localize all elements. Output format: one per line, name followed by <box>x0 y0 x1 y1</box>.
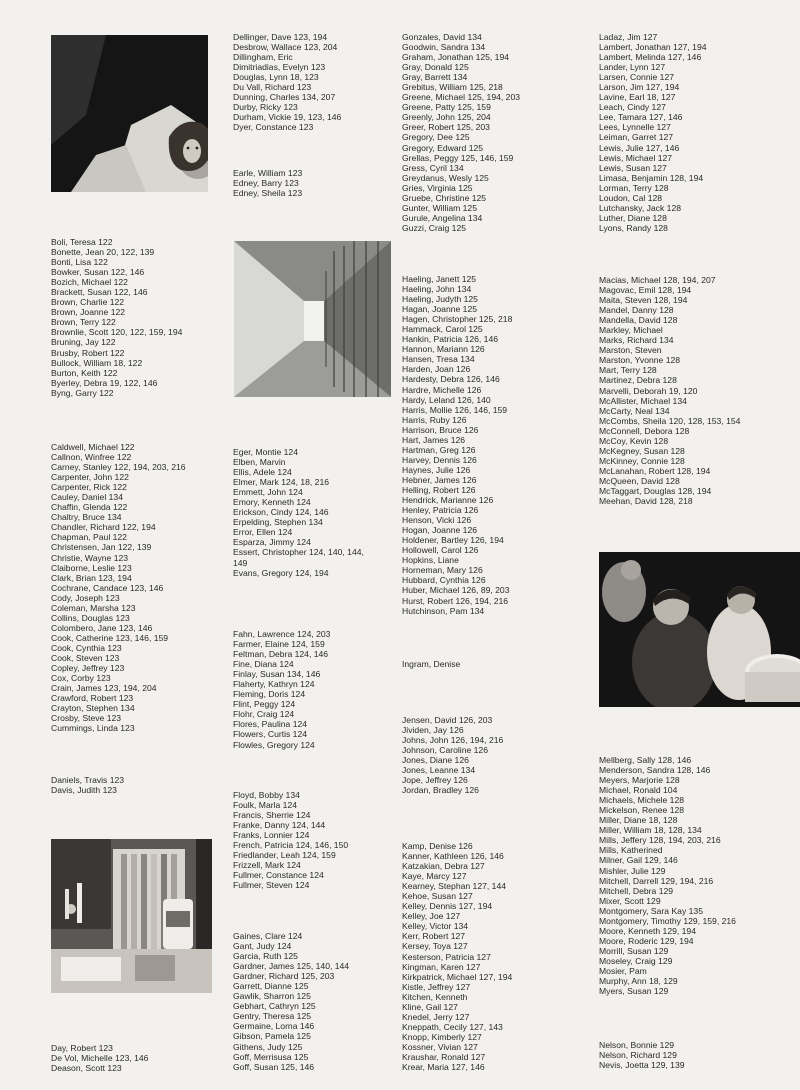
index-entry: Kerr, Robert 127 <box>402 931 466 942</box>
index-entry: Hammack, Carol 125 <box>402 324 483 335</box>
index-entry: Daniels, Travis 123 <box>51 775 125 785</box>
index-entry: Mellberg, Sally 128, 146 <box>599 755 692 765</box>
index-entry: Moore, Roderic 129, 194 <box>599 935 694 946</box>
index-entry: Lavine, Earl 18, 127 <box>599 92 676 103</box>
index-entry: Colombero, Jane 123, 146 <box>51 622 153 633</box>
index-entry: Kesterson, Patricia 127 <box>402 951 491 962</box>
index-entry: Haeling, Judyth 125 <box>402 294 478 305</box>
index-entry: Harrison, Bruce 126 <box>402 424 479 435</box>
index-entry: Fahn, Lawrence 124, 203 <box>233 629 331 639</box>
index-entry: Martinez, Debra 128 <box>599 375 677 386</box>
index-entry: Kraushar, Ronald 127 <box>402 1051 486 1062</box>
index-entry: Fullmer, Constance 124 <box>233 870 324 881</box>
index-entry: Luther, Diane 128 <box>599 212 667 223</box>
index-entry: Cook, Catherine 123, 146, 159 <box>51 632 169 643</box>
index-entry: McLanahan, Robert 128, 194 <box>599 465 711 476</box>
index-entry: Kehoe, Susan 127 <box>402 891 473 902</box>
index-entry: Brusby, Robert 122 <box>51 347 125 358</box>
index-entry: Hardre, Michelle 126 <box>402 384 482 395</box>
index-entry: Garcia, Ruth 125 <box>233 951 298 962</box>
index-entry: Kelley, Joe 127 <box>402 911 461 922</box>
photo-girl-portrait <box>51 35 208 192</box>
index-entry: Cody, Joseph 123 <box>51 592 120 603</box>
index-entry: Grebitus, William 125, 218 <box>402 82 503 93</box>
index-entry: Brown, Charlie 122 <box>51 297 125 308</box>
index-entry: Cummings, Linda 123 <box>51 723 135 734</box>
index-entry: Dellinger, Dave 123, 194 <box>233 32 328 42</box>
index-entry: Gress, Cyril 134 <box>402 162 464 173</box>
index-entry: Greene, Michael 125, 194, 203 <box>402 92 521 103</box>
index-entry: Hubbard, Cynthia 126 <box>402 575 486 586</box>
index-entry: Jividen, Jay 126 <box>402 725 464 736</box>
index-entry: Dyer, Constance 123 <box>233 122 314 133</box>
index-entry: Haynes, Julie 126 <box>402 464 471 475</box>
index-entry: Christie, Wayne 123 <box>51 552 129 563</box>
index-entry: Essert, Christopher 124, 140, 144, <box>233 547 364 558</box>
photo-desk-still-life <box>51 839 212 993</box>
index-entry: Kitchen, Kenneth <box>402 991 468 1002</box>
index-entry: Mixer, Scott 129 <box>599 895 661 906</box>
index-entry: Kistle, Jeffrey 127 <box>402 981 471 992</box>
index-entry: Kirkpatrick, Michael 127, 194 <box>402 971 513 982</box>
index-entry: Hankin, Patricia 126, 146 <box>402 334 499 345</box>
index-entry: Esparza, Jimmy 124 <box>233 537 311 548</box>
index-entry: Lewis, Julie 127, 146 <box>599 142 680 153</box>
index-entry: Greer, Robert 125, 203 <box>402 122 490 133</box>
index-entry: Haeling, John 134 <box>402 284 472 295</box>
index-entry: Magovac, Emil 128, 194 <box>599 285 692 296</box>
index-entry: Larsen, Connie 127 <box>599 72 675 83</box>
index-entry: Kelley, Dennis 127, 194 <box>402 901 493 912</box>
index-entry: Moseley, Craig 129 <box>599 955 673 966</box>
index-entry: Boli, Teresa 122 <box>51 237 113 247</box>
index-entry: Knopp, Kimberly 127 <box>402 1031 482 1042</box>
index-entry: Markley, Michael <box>599 325 663 336</box>
index-entry: Erickson, Cindy 124, 146 <box>233 507 329 518</box>
index-entry: Leiman, Garret 127 <box>599 132 674 143</box>
index-entry: Mosier, Pam <box>599 965 647 976</box>
index-entry: Germaine, Lorna 146 <box>233 1021 315 1032</box>
index-entry: Brown, Terry 122 <box>51 317 116 328</box>
index-entry: Gurule, Angelina 134 <box>402 212 483 223</box>
index-entry: Marks, Richard 134 <box>599 335 674 346</box>
index-entry: Marston, Yvonne 128 <box>599 355 681 366</box>
index-entry: Lewis, Susan 127 <box>599 162 667 173</box>
index-entry: Harvey, Dennis 126 <box>402 454 477 465</box>
index-entry: Fullmer, Steven 124 <box>233 880 310 891</box>
index-entry: Crayton, Stephen 134 <box>51 703 135 714</box>
index-entry: Hutchinson, Pam 134 <box>402 605 485 616</box>
index-entry: Gibson, Pamela 125 <box>233 1031 311 1042</box>
index-entry: Feltman, Debra 124, 146 <box>233 649 329 660</box>
index-entry: Deason, Scott 123 <box>51 1063 122 1074</box>
index-entry: Gregory, Dee 125 <box>402 132 470 143</box>
index-block-b <box>51 237 226 398</box>
index-entry: Brownlie, Scott 120, 122, 159, 194 <box>51 327 183 338</box>
index-entry: Graham, Jonathan 125, 194 <box>402 52 510 63</box>
index-block-g <box>233 931 403 1072</box>
index-entry: Michaels, Michele 128 <box>599 795 685 806</box>
index-entry: Brown, Joanne 122 <box>51 307 126 318</box>
index-entry: Hardy, Leland 126, 140 <box>402 394 491 405</box>
index-entry: Jope, Jeffrey 126 <box>402 775 468 786</box>
index-entry: Dimitriadias, Evelyn 123 <box>233 62 326 73</box>
index-block-i <box>402 659 594 669</box>
index-entry: Foulk, Marla 124 <box>233 800 298 811</box>
index-entry: Copley, Jeffrey 123 <box>51 663 125 674</box>
index-entry: Bonti, Lisa 122 <box>51 257 108 268</box>
index-entry: McKinney, Connie 128 <box>599 455 685 466</box>
index-entry: Kanner, Kathleen 126, 146 <box>402 851 504 862</box>
index-entry: Hagen, Christopher 125, 218 <box>402 314 513 325</box>
index-entry: Krear, Maria 127, 146 <box>402 1062 485 1073</box>
index-entry: Floyd, Bobby 134 <box>233 790 300 800</box>
index-entry: Lyons, Randy 128 <box>599 222 668 233</box>
index-block-c <box>51 442 226 733</box>
index-entry: Kamp, Denise 126 <box>402 841 473 851</box>
index-entry: Flohr, Craig 124 <box>233 709 295 720</box>
index-entry: Gawlik, Sharron 125 <box>233 991 311 1002</box>
index-entry: Henson, Vicki 126 <box>402 515 472 526</box>
index-entry: Ingram, Denise <box>402 659 461 669</box>
index-entry: Ellis, Adele 124 <box>233 467 292 478</box>
index-entry: Miller, Diane 18, 128 <box>599 815 678 826</box>
index-entry: Durham, Vickie 19, 123, 146 <box>233 112 342 123</box>
index-entry: Kline, Gail 127 <box>402 1001 458 1012</box>
index-entry: Gries, Virginia 125 <box>402 182 473 193</box>
index-entry: Montgomery, Timothy 129, 159, 216 <box>599 915 736 926</box>
index-entry: Lander, Lynn 127 <box>599 62 666 73</box>
index-entry: Crawford, Robert 123 <box>51 693 134 704</box>
index-entry: Edney, Barry 123 <box>233 178 299 189</box>
index-entry: Bowker, Susan 122, 146 <box>51 267 145 278</box>
index-entry: Carney, Stanley 122, 194, 203, 216 <box>51 462 186 473</box>
index-entry: Cauley, Daniel 134 <box>51 492 123 503</box>
index-entry: Jordan, Bradley 126 <box>402 785 479 796</box>
index-entry: Lambert, Melinda 127, 146 <box>599 52 702 63</box>
index-entry: Mitchell, Debra 129 <box>599 885 674 896</box>
index-entry: Bozich, Michael 122 <box>51 277 128 288</box>
index-entry: Farmer, Elaine 124, 159 <box>233 639 325 650</box>
index-entry: Loudon, Cal 128 <box>599 192 663 203</box>
index-entry: Caldwell, Michael 122 <box>51 442 135 452</box>
index-entry: Hansen, Tresa 134 <box>402 354 475 365</box>
index-entry: Lewis, Michael 127 <box>599 152 673 163</box>
index-entry: Carpenter, Rick 122 <box>51 482 127 493</box>
index-entry: Gaines, Clare 124 <box>233 931 303 941</box>
index-entry: Byng, Garry 122 <box>51 387 114 398</box>
index-entry: Henley, Patricia 126 <box>402 505 479 516</box>
index-entry: Katzakian, Debra 127 <box>402 861 485 872</box>
index-entry: Goff, Merrisusa 125 <box>233 1051 309 1062</box>
index-entry: Hendrick, Marianne 126 <box>402 495 494 506</box>
index-entry: Kaye, Marcy 127 <box>402 871 467 882</box>
index-entry: Chaltry, Bruce 134 <box>51 512 122 523</box>
index-entry: Christensen, Jan 122, 139 <box>51 542 152 553</box>
index-entry: Mishler, Julie 129 <box>599 865 666 876</box>
index-entry: Emmett, John 124 <box>233 487 303 498</box>
index-entry: Gruebe, Christine 125 <box>402 192 487 203</box>
index-entry: Chapman, Paul 122 <box>51 532 127 543</box>
index-entry: Macias, Michael 128, 194, 207 <box>599 275 716 285</box>
index-entry: Lorman, Terry 128 <box>599 182 669 193</box>
index-entry: Flowles, Gregory 124 <box>233 739 315 750</box>
index-entry: Frizzell, Mark 124 <box>233 860 301 871</box>
index-entry: Kossner, Vivian 127 <box>402 1041 478 1052</box>
index-block-d <box>51 775 226 795</box>
index-entry: McAllister, Michael 134 <box>599 395 687 406</box>
index-entry: Lambert, Jonathan 127, 194 <box>599 42 707 53</box>
index-entry: Gonzales, David 134 <box>402 32 482 42</box>
index-entry: Knedel, Jerry 127 <box>402 1011 470 1022</box>
index-entry: Chandler, Richard 122, 194 <box>51 522 156 533</box>
index-entry: Callnon, Winfree 122 <box>51 452 132 463</box>
index-entry: Gebhart, Cathryn 125 <box>233 1001 316 1012</box>
index-entry: Hurst, Robert 126, 194, 216 <box>402 595 509 606</box>
index-entry: Gant, Judy 124 <box>233 941 292 952</box>
index-entry: Carpenter, John 122 <box>51 472 129 483</box>
index-entry: Error, Ellen 124 <box>233 527 293 538</box>
index-block-l <box>599 32 794 233</box>
index-entry: Montgomery, Sara Kay 135 <box>599 905 703 916</box>
index-entry: Flores, Paulina 124 <box>233 719 308 730</box>
index-entry: Hollowell, Carol 126 <box>402 545 479 556</box>
index-entry: Hartman, Greg 126 <box>402 444 476 455</box>
index-entry: Lutchansky, Jack 128 <box>599 202 682 213</box>
index-entry: Miller, William 18, 128, 134 <box>599 825 702 836</box>
index-entry: De Vol, Michelle 123, 146 <box>51 1053 149 1064</box>
index-entry: Clark, Brian 123, 194 <box>51 572 132 583</box>
index-entry: Desbrow, Wallace 123, 204 <box>233 42 338 53</box>
index-entry: Fleming, Doris 124 <box>233 689 306 700</box>
index-entry: Jones, Diane 126 <box>402 755 469 766</box>
index-block-m-cont <box>599 755 794 996</box>
index-entry: McTaggart, Douglas 128, 194 <box>599 485 712 496</box>
index-entry: Collins, Douglas 123 <box>51 612 130 623</box>
index-entry: Harris, Mollie 126, 146, 159 <box>402 404 508 415</box>
index-entry: Myers, Susan 129 <box>599 986 669 997</box>
index-block-k <box>402 841 594 1072</box>
index-entry: Guzzi, Craig 125 <box>402 222 467 233</box>
index-entry: Franks, Lonnier 124 <box>233 830 310 841</box>
index-entry: McCarty, Neal 134 <box>599 405 670 416</box>
index-entry: Gardner, James 125, 140, 144 <box>233 961 350 972</box>
index-entry: Elben, Marvin <box>233 457 286 468</box>
index-entry: Mandella, David 128 <box>599 315 678 326</box>
index-entry: Brackett, Susan 122, 146 <box>51 287 148 298</box>
index-entry: Haeling, Janett 125 <box>402 274 477 284</box>
index-entry: Kingman, Karen 127 <box>402 961 481 972</box>
index-entry: Meyers, Marjorie 128 <box>599 775 680 786</box>
index-entry: McCoy, Kevin 128 <box>599 435 669 446</box>
index-entry: Finlay, Susan 134, 146 <box>233 669 321 680</box>
index-entry: Harden, Joan 126 <box>402 364 471 375</box>
index-entry: Flowers, Curtis 124 <box>233 729 308 740</box>
index-entry: Limasa, Benjamin 128, 194 <box>599 172 704 183</box>
index-entry: Morrill, Susan 129 <box>599 945 669 956</box>
index-entry: Johns, John 126, 194, 216 <box>402 735 504 746</box>
index-entry: Gentry, Theresa 125 <box>233 1011 312 1022</box>
index-entry: Hopkins, Liane <box>402 555 459 566</box>
index-entry: Hebner, James 126 <box>402 474 477 485</box>
index-entry: Horneman, Mary 126 <box>402 565 483 576</box>
index-entry: Burton, Keith 122 <box>51 367 118 378</box>
index-entry: Davis, Judith 123 <box>51 785 117 796</box>
index-entry: McConnell, Debora 128 <box>599 425 690 436</box>
index-entry: Du Vall, Richard 123 <box>233 82 312 93</box>
index-entry: Evans, Gregory 124, 194 <box>233 567 329 578</box>
index-entry: Douglas, Lynn 18, 123 <box>233 72 319 83</box>
index-block-j <box>402 715 594 795</box>
index-entry: Cook, Cynthia 123 <box>51 642 122 653</box>
index-entry: Helling, Robert 126 <box>402 484 476 495</box>
index-entry: Huber, Michael 126, 89, 203 <box>402 585 510 596</box>
index-entry: Lees, Lynnelle 127 <box>599 122 671 133</box>
index-column-4 <box>599 0 794 1090</box>
index-entry: Gray, Donald 125 <box>402 62 469 73</box>
index-entry: French, Patricia 124, 146, 150 <box>233 840 349 851</box>
index-entry: Elmer, Mark 124, 18, 216 <box>233 477 330 488</box>
index-block-f-cont <box>233 790 403 890</box>
index-entry: Cochrane, Candace 123, 146 <box>51 582 164 593</box>
index-entry: Dillingham, Eric <box>233 52 293 63</box>
index-block-n <box>599 1040 794 1070</box>
index-entry: Garrett, Dianne 125 <box>233 981 309 992</box>
index-column-2 <box>233 0 403 1090</box>
index-entry: Flint, Peggy 124 <box>233 699 296 710</box>
index-entry: Lee, Tamara 127, 146 <box>599 112 683 123</box>
index-entry: Hagan, Joanne 125 <box>402 304 478 315</box>
index-entry: Cox, Corby 123 <box>51 673 111 684</box>
index-entry: Nelson, Bonnie 129 <box>599 1040 675 1050</box>
index-entry: Franke, Danny 124, 144 <box>233 820 326 831</box>
index-entry: Crain, James 123, 194, 204 <box>51 683 157 694</box>
index-entry: Johnson, Caroline 126 <box>402 745 488 756</box>
index-entry: Durby, Ricky 123 <box>233 102 298 113</box>
index-entry: Chaffin, Glenda 122 <box>51 502 128 513</box>
index-entry: Jones, Leanne 134 <box>402 765 476 776</box>
index-entry: Bullock, William 18, 122 <box>51 357 143 368</box>
index-entry: Kelley, Victor 134 <box>402 921 469 932</box>
index-entry: Gregory, Edward 125 <box>402 142 484 153</box>
index-entry: Ladaz, Jim 127 <box>599 32 658 42</box>
index-block-d-cont <box>51 1043 226 1073</box>
index-entry: Maita, Steven 128, 194 <box>599 295 688 306</box>
index-entry: Erpelding, Stephen 134 <box>233 517 323 528</box>
index-entry: Marvelli, Deborah 19, 120 <box>599 385 698 396</box>
index-entry: Dunning, Charles 134, 207 <box>233 92 336 103</box>
index-entry: Gunter, William 125 <box>402 202 477 213</box>
index-entry: Harris, Ruby 126 <box>402 414 467 425</box>
index-entry: Goff, Susan 125, 146 <box>233 1061 315 1072</box>
index-entry: Hannon, Mariann 126 <box>402 344 485 355</box>
index-entry: Kersey, Toya 127 <box>402 941 468 952</box>
index-entry: Edney, Sheila 123 <box>233 188 303 199</box>
photo-students-drum <box>599 552 800 707</box>
photo-hallway <box>234 241 391 397</box>
index-entry: Eger, Montie 124 <box>233 447 298 457</box>
index-entry: Murphy, Ann 18, 129 <box>599 976 678 987</box>
index-entry: Mickelson, Renee 128 <box>599 805 685 816</box>
index-block-e <box>233 447 403 578</box>
index-entry: Fine, Diana 124 <box>233 659 294 670</box>
index-entry: McKegney, Susan 128 <box>599 445 685 456</box>
index-entry: Bruning, Jay 122 <box>51 337 116 348</box>
index-entry: Flaherty, Kathryn 124 <box>233 679 315 690</box>
index-block-e-top <box>233 168 403 198</box>
index-entry: Kneppath, Cecily 127, 143 <box>402 1021 503 1032</box>
index-entry: Greene, Patty 125, 159 <box>402 102 491 113</box>
index-entry: Meehan, David 128, 218 <box>599 496 693 507</box>
index-entry: Nelson, Richard 129 <box>599 1050 677 1061</box>
index-entry: Mills, Katherined <box>599 845 663 856</box>
index-block-m <box>599 275 794 506</box>
index-entry: Grellas, Peggy 125, 146, 159 <box>402 152 514 163</box>
index-entry: Mitchell, Darrell 129, 194, 216 <box>599 875 714 886</box>
index-entry: Bonette, Jean 20, 122, 139 <box>51 247 155 258</box>
index-entry: Greydanus, Wesly 125 <box>402 172 489 183</box>
index-column-3 <box>402 0 594 1090</box>
index-entry: Hogan, Joanne 126 <box>402 525 478 536</box>
index-entry: Milner, Gail 129, 146 <box>599 855 678 866</box>
index-entry: Goodwin, Sandra 134 <box>402 42 486 53</box>
index-entry: Hardesty, Debra 126, 146 <box>402 374 500 385</box>
index-block-h <box>402 274 594 616</box>
index-entry: Hart, James 126 <box>402 434 466 445</box>
index-entry: Francis, Sherrie 124 <box>233 810 311 821</box>
index-entry: Friedlander, Leah 124, 159 <box>233 850 336 861</box>
index-entry: Day, Robert 123 <box>51 1043 113 1053</box>
index-entry: Mills, Jeffery 128, 194, 203, 216 <box>599 835 721 846</box>
index-entry: Mandel, Danny 128 <box>599 305 674 316</box>
index-entry: Kearney, Stephan 127, 144 <box>402 881 507 892</box>
index-entry: Leach, Cindy 127 <box>599 102 666 113</box>
index-entry: Holdener, Bartley 126, 194 <box>402 535 504 546</box>
index-entry: Gray, Barrett 134 <box>402 72 468 83</box>
index-entry: Emory, Kenneth 124 <box>233 497 311 508</box>
index-entry: Crosby, Steve 123 <box>51 713 122 724</box>
index-entry: Cook, Steven 123 <box>51 652 120 663</box>
index-entry: Coleman, Marsha 123 <box>51 602 136 613</box>
index-entry: Githens, Judy 125 <box>233 1041 303 1052</box>
index-entry: Michael, Ronald 104 <box>599 785 678 796</box>
index-entry: Moore, Kenneth 129, 194 <box>599 925 696 936</box>
index-entry: 149 <box>233 557 248 568</box>
index-entry: McCombs, Sheila 120, 128, 153, 154 <box>599 415 741 426</box>
index-entry: Nevis, Joetta 129, 139 <box>599 1060 685 1071</box>
index-entry: Earle, William 123 <box>233 168 303 178</box>
index-entry: McQueen, David 128 <box>599 475 680 486</box>
index-entry: Gardner, Richard 125, 203 <box>233 971 335 982</box>
index-entry: Jensen, David 126, 203 <box>402 715 493 725</box>
index-block-f <box>233 629 403 750</box>
index-entry: Byerley, Debra 19, 122, 146 <box>51 377 158 388</box>
index-entry: Mart, Terry 128 <box>599 365 657 376</box>
index-block-g-top <box>402 32 594 233</box>
index-entry: Claiborne, Leslie 123 <box>51 562 132 573</box>
index-entry: Menderson, Sandra 128, 146 <box>599 765 711 776</box>
index-entry: Marston, Steven <box>599 345 662 356</box>
index-block-d-top <box>233 32 403 132</box>
index-entry: Larson, Jim 127, 194 <box>599 82 680 93</box>
index-entry: Greenly, John 125, 204 <box>402 112 491 123</box>
